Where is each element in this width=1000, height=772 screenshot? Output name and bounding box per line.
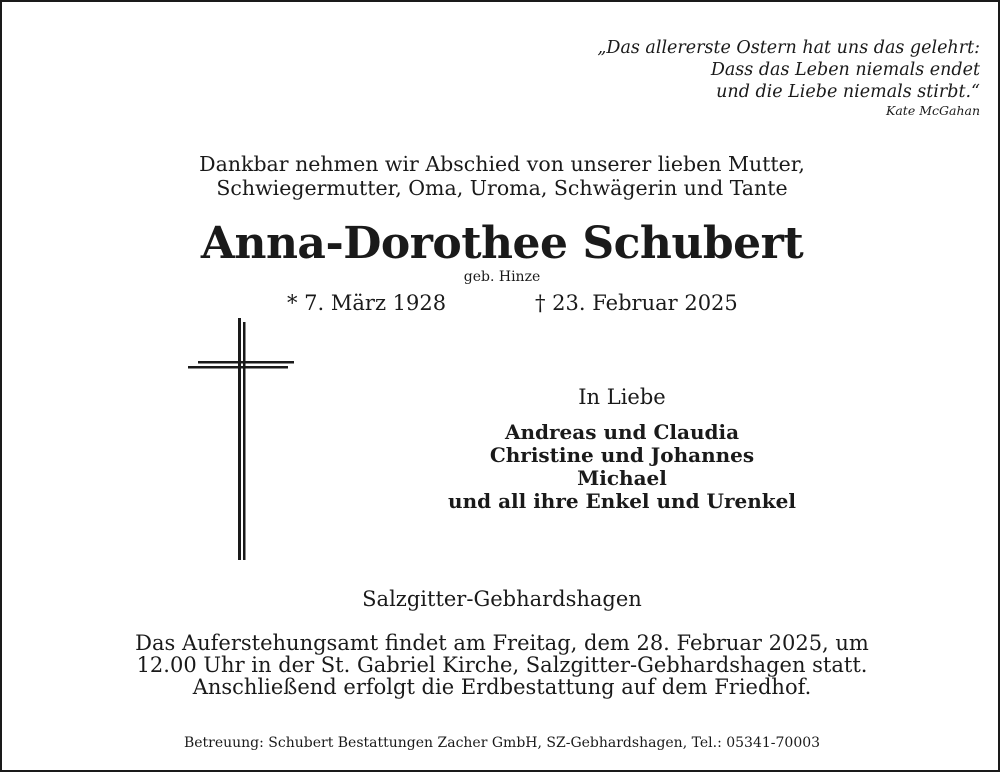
mourner-line: und all ihre Enkel und Urenkel bbox=[448, 489, 796, 513]
cross-icon bbox=[186, 318, 298, 562]
born-name: geb. Hinze bbox=[463, 269, 541, 285]
intro-line: Dankbar nehmen wir Abschied von unserer lieben Mutter, bbox=[199, 152, 805, 176]
mourner-line: Andreas und Claudia bbox=[504, 420, 740, 444]
intro-text bbox=[2, 152, 1000, 200]
birth-date: * 7. März 1928 bbox=[287, 291, 447, 315]
funeral-home-footer: Betreuung: Schubert Bestattungen Zacher GmbH, SZ-Gebhardshagen, Tel.: 05341-70003 bbox=[183, 735, 821, 751]
mourners-block bbox=[422, 386, 822, 513]
intro-line: Schwiegermutter, Oma, Uroma, Schwägerin und Tante bbox=[216, 176, 788, 200]
service-info bbox=[2, 632, 1000, 698]
mourner-line: Christine und Johannes bbox=[489, 443, 755, 467]
mourner-line: Michael bbox=[577, 466, 667, 490]
mourners-names bbox=[422, 421, 822, 513]
quote-line: „Das allererste Ostern hat uns das gelehrt: bbox=[597, 38, 980, 58]
service-line: Anschließend erfolgt die Erdbestattung auf dem Friedhof. bbox=[192, 675, 812, 699]
mourners-label: In Liebe bbox=[578, 385, 666, 409]
location: Salzgitter-Gebhardshagen bbox=[362, 587, 642, 611]
service-line: Das Auferstehungsamt findet am Freitag, dem 28. Februar 2025, um bbox=[135, 631, 869, 655]
quote-author: Kate McGahan bbox=[886, 103, 980, 118]
quote-block bbox=[597, 37, 980, 119]
service-line: 12.00 Uhr in der St. Gabriel Kirche, Salzgitter-Gebhardshagen statt. bbox=[136, 653, 868, 677]
deceased-name: Anna-Dorothee Schubert bbox=[200, 218, 804, 269]
quote-line: und die Liebe niemals stirbt.“ bbox=[716, 82, 980, 102]
quote-line: Dass das Leben niemals endet bbox=[710, 60, 980, 80]
death-date: † 23. Februar 2025 bbox=[535, 291, 738, 315]
